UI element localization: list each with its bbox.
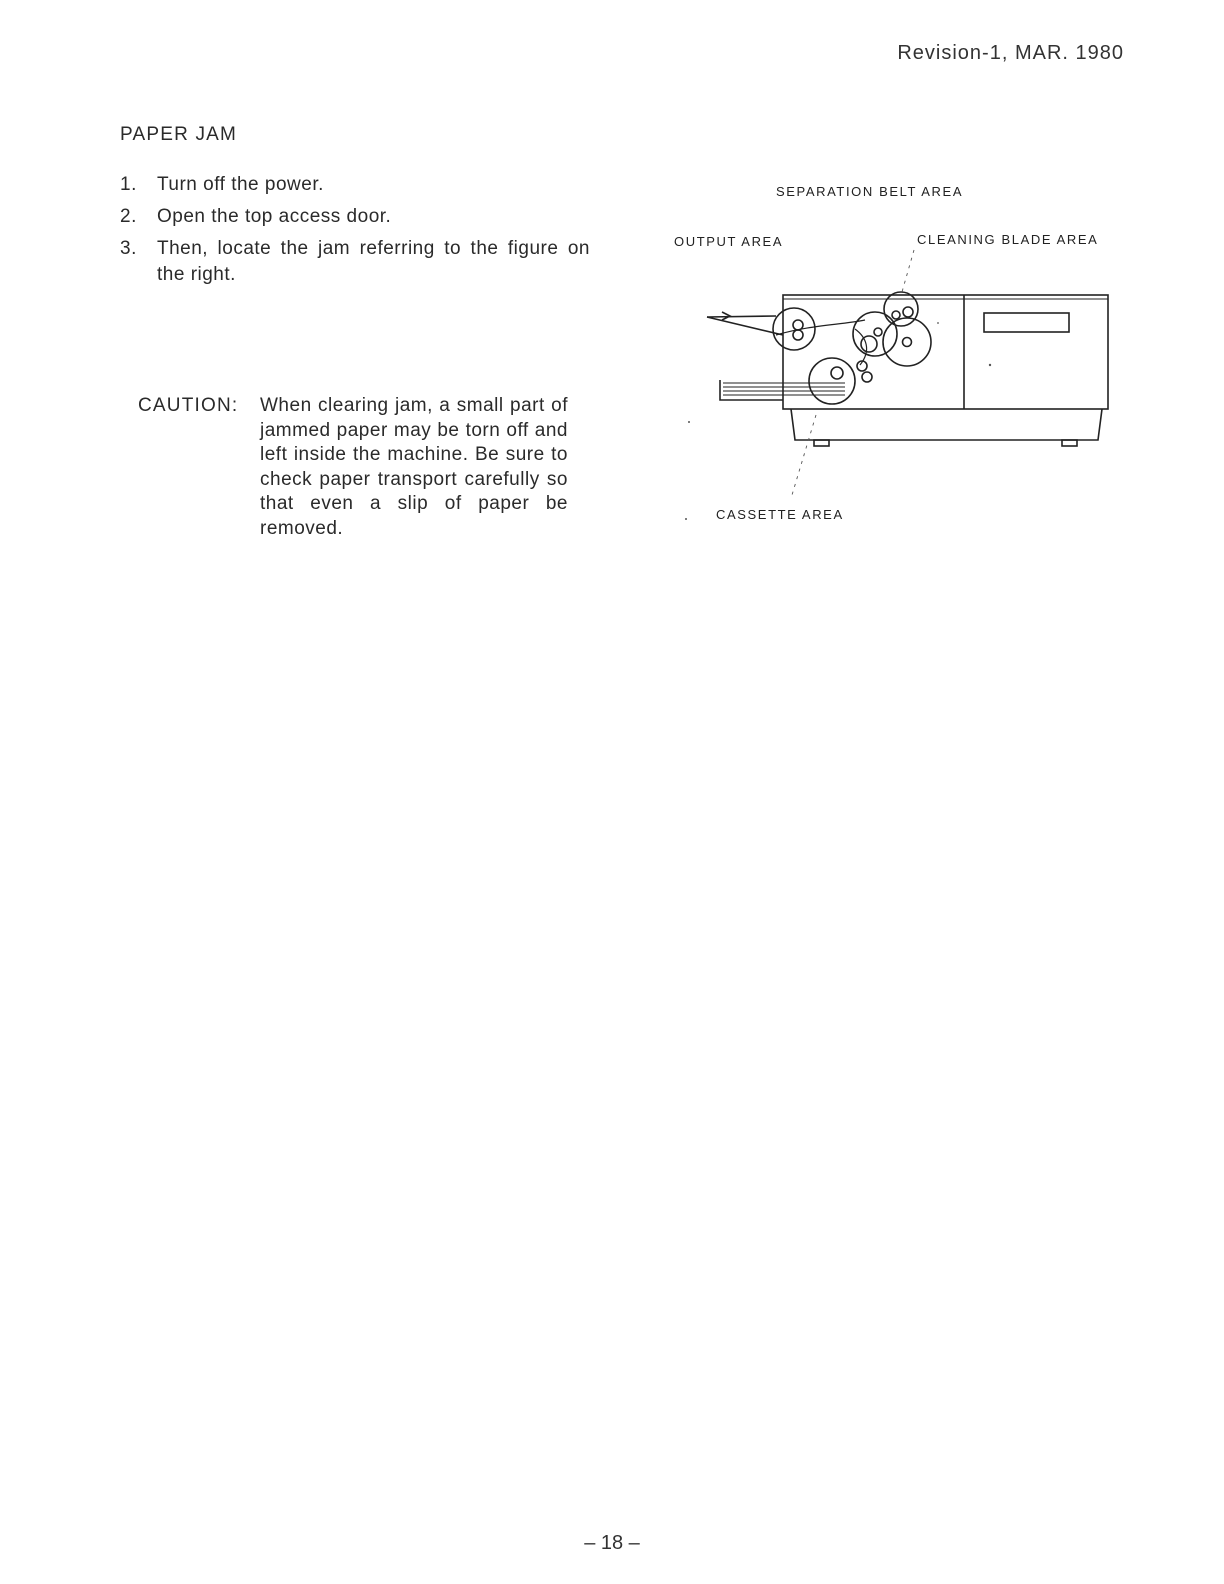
step-text: Then, locate the jam referring to the figure on the right. — [157, 238, 590, 285]
caution-text: When clearing jam, a small part of jammed paper may be torn off and left inside the machine. Be sure to check paper transport carefully so that even a slip of paper be removed. — [260, 395, 568, 539]
output-area-label: OUTPUT AREA — [674, 234, 784, 249]
step-text: Turn off the power. — [157, 174, 324, 195]
list-item — [120, 204, 590, 230]
step-number: 3. — [120, 238, 137, 259]
step-list — [120, 172, 590, 294]
cassette-area-label: CASSETTE AREA — [716, 507, 844, 522]
step-number: 1. — [120, 174, 137, 195]
cleaning-blade-area-label: CLEANING BLADE AREA — [917, 232, 1099, 247]
revision-date: Revision-1, MAR. 1980 — [897, 42, 1124, 64]
machine-diagram — [670, 175, 1120, 535]
separation-belt-area-label: SEPARATION BELT AREA — [776, 184, 964, 199]
caution-note — [138, 394, 568, 541]
copier-illustration — [670, 175, 1120, 535]
page-number: – 18 – — [584, 1532, 640, 1554]
caution-label: CAUTION: — [138, 395, 239, 416]
list-item — [120, 172, 590, 198]
step-number: 2. — [120, 206, 137, 227]
list-item — [120, 236, 590, 288]
section-title: PAPER JAM — [120, 124, 238, 145]
step-text: Open the top access door. — [157, 206, 392, 227]
